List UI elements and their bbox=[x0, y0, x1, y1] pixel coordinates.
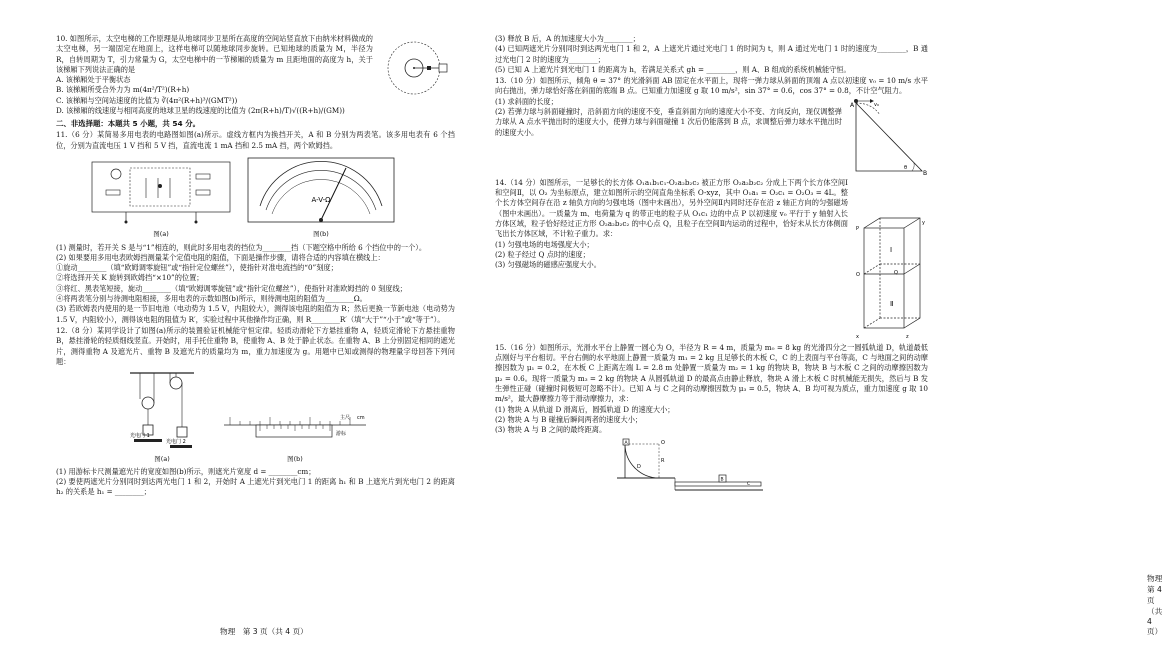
cuboid-figure bbox=[854, 214, 928, 342]
point-p-label: P bbox=[856, 225, 860, 232]
incline-point-a: A bbox=[850, 101, 855, 109]
q10-option-b: B. 该梯厢所受合外力为 m(4π²/T²)(R+h) bbox=[56, 85, 190, 95]
left-page bbox=[0, 0, 475, 655]
block-a-label: A bbox=[624, 441, 628, 447]
q12-stem: 12.（8 分）某同学设计了如图(a)所示的装置验证机械能守恒定律。轻质动滑轮下方悬挂重物 A，轻质定滑轮下方悬挂重物 B，悬挂滑轮的轻质细线竖直。开始时，用手托住重物 B，使重物 A、B 处于静止状态。在重物 A、B 上分别固定相同的遮光片，测得重物 A 及遮光片、重物 B 及遮光片的质量均为 m，重力加速度为 g。用题中已知或测得的物理量字母回答下列问题： bbox=[56, 325, 455, 366]
section-2-heading: 二、非选择题：本题共 5 小题，共 54 分。 bbox=[56, 119, 200, 129]
question-11 bbox=[56, 130, 455, 325]
q11-fig-b-caption: 图(b) bbox=[313, 230, 329, 239]
question-10 bbox=[56, 34, 455, 116]
q12-part-5: (5) 已知 A 上遮光片到光电门 1 的距离为 h，若满足关系式 gh = ________，则 A、B 组成的系统机械能守恒。 bbox=[495, 64, 851, 74]
axis-y-label: y bbox=[922, 219, 925, 226]
q10-stem: 10. 如图所示，太空电梯的工作原理是从地球同步卫星所在高度的空间站竖直放下由纳米材料做成的太空电梯，另一端固定在地面上，这样电梯可以随地球同步旋转。已知地球的质量为 M，半径为 R，自转周期为 T，引力常量为 G，太空电梯中的一节梯厢的质量为 m 且距地面的高度为 h，关于该梯厢下列说法正确的是 bbox=[56, 34, 373, 74]
footer-right: 物理 第 4 页（共 4 页） bbox=[1147, 574, 1162, 636]
axis-z-label: z bbox=[906, 333, 909, 340]
q12-fig-b-caption: 图(b) bbox=[287, 455, 303, 464]
q14-part-1: (1) 匀强电场的电场强度大小； bbox=[495, 239, 594, 249]
region-ii-label: Ⅱ bbox=[890, 299, 894, 308]
q11-part-3: (3) 若欧姆表内使用的是一节旧电池（电动势为 1.5 V，内阻较大），测得该电阻的阻值为 R；然后更换一节新电池（电动势为 1.5 V，内阻较小），测得该电阻的阻值为 R′，实验过程中其他操作均正确，则 R________R′（填“大于”“小于”或“等于”）。 bbox=[56, 304, 455, 324]
footer-left: 物理 第 3 页（共 4 页） bbox=[220, 627, 308, 636]
q10-option-d: D. 该梯厢的线速度与相同高度的地球卫星的线速度的比值为 (2π(R+h)/T)√((R+h)/(GM)) bbox=[56, 106, 345, 116]
q13-part-2: (2) 若弹力球与斜面碰撞时，沿斜面方向的速度不变，垂直斜面方向的速度大小不变、方向反向，现仅调整弹力球从 A 点水平抛出时的速度大小，使弹力球与斜面碰撞 1 次后仍能落到 B 点，求调整后弹力球水平抛出时的速度大小。 bbox=[495, 107, 842, 137]
arc-radius-r-label: R bbox=[661, 458, 665, 465]
question-15 bbox=[495, 343, 928, 495]
question-13 bbox=[495, 76, 928, 177]
arc-d-label: D bbox=[637, 464, 641, 471]
q11-part-2-step-3: ③将红、黑表笔短接，旋动________（填“欧姆调零旋钮”或“指针定位螺丝”），使指针对准欧姆挡的 0 刻度线； bbox=[56, 283, 407, 293]
question-12 bbox=[56, 326, 455, 498]
incline-figure bbox=[848, 97, 928, 177]
q15-part-1: (1) 物块 A 从轨道 D 滑离后，圆弧轨道 D 的速度大小； bbox=[495, 404, 675, 414]
q12-part-3: (3) 释放 B 后，A 的加速度大小为________； bbox=[495, 34, 640, 43]
q12-fig-a-caption: 图(a) bbox=[154, 455, 170, 464]
multimeter-circuit-diagram bbox=[86, 154, 236, 226]
q11-part-2-step-4: ④将两表笔分别与待测电阻相接，多用电表的示数如图(b)所示，则待测电阻的阻值为________Ω。 bbox=[56, 294, 367, 304]
question-12-continued bbox=[495, 34, 928, 75]
q15-part-2: (2) 物块 A 与 B 碰撞后瞬间两者的速度大小； bbox=[495, 414, 643, 424]
q11-stem: 11.（6 分）某简易多用电表的电路图如图(a)所示。虚线方框内为换挡开关，A 和 B 分别为两表笔。该多用电表有 6 个挡位，分别为直流电压 1 V 挡和 5 V 挡，直流电流 1 mA 挡和 2.5 mA 挡，两个欧姆挡。 bbox=[56, 130, 455, 150]
q10-option-a: A. 该梯厢处于平衡状态 bbox=[56, 75, 131, 85]
q13-stem: 13.（10 分）如图所示，倾角 θ = 37° 的光滑斜面 AB 固定在水平面上，现将一弹力球从斜面的顶端 A 点以初速度 v₀ = 10 m/s 水平向右抛出，弹力球恰好落在斜面的底端 B 点。已知重力加速度 g 取 10 m/s²，sin 37° = 0.6，cos 37° = 0.8，不计空气阻力。 bbox=[495, 76, 928, 96]
incline-v0-label: v₀ bbox=[874, 101, 879, 108]
meter-dial-label: A-V-Ω bbox=[311, 195, 331, 204]
q11-part-2: (2) 如果要用多用电表欧姆挡测量某个定值电阻的阻值，下面是操作步骤，请将合适的内容填在横线上： bbox=[56, 252, 385, 262]
q11-part-2-step-2: ②将选择开关 K 旋转到欧姆挡“×10”的位置； bbox=[56, 273, 204, 283]
q14-part-2: (2) 粒子经过 Q 点时的速度； bbox=[495, 249, 590, 259]
incline-point-b: B bbox=[923, 169, 928, 177]
q15-part-3: (3) 物块 A 与 B 之间的最终距离。 bbox=[495, 425, 607, 435]
multimeter-dial-figure bbox=[246, 154, 396, 226]
q14-stem: 14.（14 分）如图所示，一足够长的长方体 O₁a₁b₁c₁-O₂a₂b₂c₂ 被正方形 O₂a₂b₂c₂ 分成上下两个长方体空间Ⅰ和空间Ⅱ，以 O₂ 为坐标原点，建立如图所示的空间直角坐标系 O-xyz，其中 O₁a₁ = O₂c₁ = O₂O₃ = 4L。整个长方体空间存在沿 z 轴负方向的匀强电场（图中未画出），另外空间Ⅱ内同时还存在沿 z 轴正方向的匀强磁场（图中未画出）。一质量为 m、电荷量为 q 的带正电的粒子从 O₁c₁ 边的中点 P 以初速度 v₀ 平行于 y 轴射入长方体区域，粒子恰好经过正方形 O₂a₂b₂c₂ 的中心点 Q，且粒子在空间Ⅱ内运动的过程中，恰好未从长方体侧面飞出长方体区域，不计粒子重力。求： bbox=[495, 177, 848, 239]
arc-track-figure bbox=[615, 438, 765, 494]
q11-fig-a-caption: 图(a) bbox=[153, 230, 169, 239]
q11-part-2-step-1: ①旋动________（填“欧姆调零旋钮”或“指针定位螺丝”），使指针对准电流挡的“0”刻度； bbox=[56, 263, 338, 273]
point-q-label: Q bbox=[894, 269, 898, 276]
q14-part-3: (3) 匀强磁场的磁感应强度大小。 bbox=[495, 260, 601, 270]
vernier-caliper-figure bbox=[220, 409, 370, 451]
block-b-label: B bbox=[720, 477, 724, 483]
vernier-scale-label: 游标 bbox=[336, 431, 347, 438]
question-14 bbox=[495, 178, 928, 342]
region-i-label: Ⅰ bbox=[890, 245, 893, 254]
gate-1-label: 光电门 1 bbox=[130, 433, 150, 440]
axis-x-label: x bbox=[856, 333, 859, 340]
q11-part-1: (1) 测量时，若开关 S 是与“1”相连的，则此时多用电表的挡位为________挡（下题空格中所给 6 个挡位中的一个）。 bbox=[56, 242, 427, 252]
main-scale-label: 主尺 bbox=[340, 415, 351, 422]
space-elevator-figure bbox=[373, 37, 455, 99]
origin-o-label: O bbox=[856, 271, 860, 278]
board-c-label: C bbox=[747, 482, 751, 488]
gate-2-label: 光电门 2 bbox=[166, 439, 186, 446]
right-page bbox=[475, 0, 1162, 655]
q12-part-1: (1) 用游标卡尺测量遮光片的宽度如图(b)所示，则遮光片宽度 d = ________cm； bbox=[56, 466, 316, 476]
q15-stem: 15.（16 分）如图所示，光滑水平台上静置一圆心为 O，半径为 R = 4 m，质量为 m₀ = 8 kg 的光滑四分之一圆弧轨道 D，轨道最低点刚好与平台相切。平台右侧的水平地面上静置一质量为 m₁ = 2 kg 且足够长的木板 C，C 的上表面与平台等高，C 与地面之间的动摩擦因数为 μ₁ = 0.2，在木板 C 上距离左端 L = 2.8 m 处静置一质量为 m₂ = 1 kg 的物块 B，物块 B 与木板 C 之间的动摩擦因数为 μ₂ = 0.6。现将一质量为 m₃ = 2 kg 的物块 A 从圆弧轨道 D 的最高点由静止释放，物块 A 滑上木板 C 时机械能无损失，然后与 B 发生弹性正碰（碰撞时间极短可忽略不计）。已知 A 与 C 之间的动摩擦因数为 μ₃ = 0.5，物块 A、B 均可视为质点，重力加速度 g 取 10 m/s²，最大静摩擦力等于滑动摩擦力，求： bbox=[495, 342, 928, 404]
arc-center-o-label: O bbox=[661, 440, 665, 447]
q10-option-c: C. 该梯厢与空间站速度的比值为 ∛(4π²(R+h)³/(GMT²)) bbox=[56, 95, 238, 105]
incline-theta-label: θ bbox=[904, 164, 908, 171]
q13-part-1: (1) 求斜面的长度； bbox=[495, 96, 558, 106]
pulley-apparatus-figure bbox=[126, 369, 198, 451]
q12-part-2: (2) 要使两遮光片分别同时到达两光电门 1 和 2，开始时 A 上遮光片到光电门 1 的距离 h₁ 和 B 上遮光片到光电门 2 的距离 h₂ 的关系是 h₁ = ________； bbox=[56, 477, 455, 497]
q12-part-4: (4) 已知两遮光片分别同时到达两光电门 1 和 2，A 上遮光片通过光电门 1 的时间为 t，则 A 通过光电门 1 时的速度为________，B 通过光电门 2 时的速度为________； bbox=[495, 44, 928, 64]
scale-unit-label: cm bbox=[357, 415, 365, 422]
